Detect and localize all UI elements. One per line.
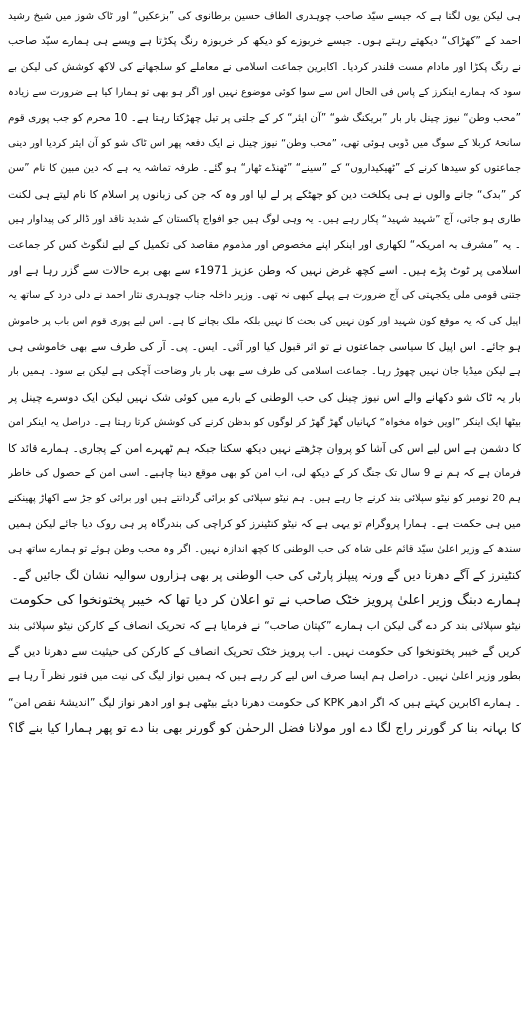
text-line: ہم 20 نومبر کو نیٹو سپلائی بند کرنے جا رہے ہیں۔ ہم نیٹو سپلائی کو برائی گردانتے ہیں اور برائی کو جڑ سے اکھاڑ پھینکنے [8,493,521,505]
text-line: نیٹو سپلائی بند کر دے گی لیکن اب ہمارے ”کپتان صاحب“ نے فرمایا ہے کہ تحریک انصاف کے کارکن نیٹو سپلائی بند [8,619,521,633]
text-line: کا دشمن ہے اس لیے اس کی آشا کو پروان چڑھتے نہیں دیکھ سکتا جبکہ ہم ٹھہرے امن کے پجاری۔ ہمارے قائد کا [8,441,521,455]
text-line: طاری ہو جاتی، آج ”شہید شہید“ پکار رہے ہیں۔ یہ وہی لوگ ہیں جو افواج پاکستان کے شدید ناقد اور ڈالر کی پیداوار ہیں [8,214,521,226]
text-line: ہے لیکن میڈیا جان نہیں چھوڑ رہا۔ جماعت اسلامی کی طرف سے بھی بار بار وضاحت آچکی ہے لیکن بے سود۔ ہمیں بار [8,366,521,378]
text-line: سانحۂ کربلا کے سوگ میں ڈوبی ہوئی تھی، ”محب وطن“ نیوز چینل نے ایک دفعہ پھر اس ٹاک شو کو آن ایئر کردیا اور دینی [8,137,521,149]
text-line: ”محب وطن“ نیوز چینل بار بار ”بریکنگ شو“ ”آن ایئر“ کر کے جلتی پر تیل چھڑکتا رہتا ہے۔ 10 محرم کو جب پوری قوم [8,111,521,124]
text-line: جتنی قومی ملی یکجہتی کی آج ضرورت ہے پہلے کبھی نہ تھی۔ وزیر داخلہ جناب چوہدری نثار احمد نے دلی درد کے ساتھ یہ [8,290,521,302]
text-line: احمد کے ”کھڑاک“ دیکھتے رہتے ہوں۔ جیسے خربوزے کو دیکھ کر خربوزہ رنگ پکڑتا ہے ویسے ہی ہمارے سیّد صاحب [8,35,521,48]
text-line: ۔ یہ ”مشرف بہ امریکہ“ لکھاری اور اینکر اپنے مخصوص اور مذموم مقاصد کی تکمیل کے لیے لنگوٹ کس کر جماعت [8,238,521,251]
text-line: کریں گے خیبر پختونخوا کی حکومت نہیں۔ اب پرویز خٹک تحریک انصاف کے کارکن کی حیثیت سے دھرنا دیں گے [8,644,521,658]
text-line: ۔ ہمارے اکابرین کہتے ہیں کہ اگر ادھر KPK کی حکومت دھرنا دیئے بیٹھی ہو اور ادھر نواز لیگ ”اندیشۂ نقص امن“ [8,695,521,709]
text-line: میں ہی حکمت ہے۔ ہمارا پروگرام تو یہی ہے کہ نیٹو کنٹینرز کو کراچی کی بندرگاہ پر ہی روک دیا جائے لیکن ہمیں [8,517,521,530]
article-paragraph [8,4,521,588]
text-line: ہو جائے۔ اس اپیل کا سیاسی جماعتوں نے تو اثر قبول کیا اور آئی۔ ایس۔ پی۔ آر کی طرف سے بھی خاموشی ہی [8,340,521,354]
text-line: اپیل کی کہ یہ موقع کون شہید اور کون نہیں کی بحث کا نہیں بلکہ ملک بچانے کا ہے۔ اس لیے پوری قوم اس باب پر خاموش [8,315,521,327]
text-line: ہمارے دبنگ وزیر اعلیٰ پرویز خٹک صاحب نے تو اعلان کر دیا تھا کہ خیبر پختونخوا کی حکومت [9,592,521,608]
text-line: کر ”بدک“ جانے والوں نے ہی یکلخت دین کو جھٹکے پر لے لیا اور وہ کہ جن کی زبانوں پر اسلام کا نام لیتے ہی لکنت [8,187,521,201]
text-line: کا بہانہ بنا کر گورنر راج لگا دے اور مولانا فضل الرحمٰن کو گورنر بھی بنا دے تو پھر ہمارا کیا بنے گا؟ [8,719,521,735]
text-line: بطور وزیر اعلیٰ نہیں۔ دراصل ہم ایسا صرف اس لیے کر رہے ہیں کہ ہمیں نواز لیگ کی نیت میں فتور نظر آ رہا ہے [8,670,521,683]
text-line: جماعتوں کو سیدھا کرنے کے ”ٹھیکیداروں“ کے ”سینے“ ”ٹھنڈے ٹھار“ ہو گئے۔ طرفہ تماشہ یہ ہے کہ دین مبین کا نام ”سن [8,163,521,175]
article-paragraph [8,588,521,740]
text-line: نے رنگ پکڑا اور مادام مست قلندر کردیا۔ اکابرین جماعت اسلامی نے معاملے کو سلجھانے کی لاکھ کوشش کی لیکن بے [8,60,521,73]
text-line: اسلامی پر ٹوٹ پڑے ہیں۔ اسے کچھ غرض نہیں کہ وطن عزیز 1971ء سے بھی برے حالات سے گزر رہا ہے اور [8,263,521,277]
text-line: بار یہ ٹاک شو دکھانے والے اس نیوز چینل کی حب الوطنی کے بارے میں کوئی شک نہیں لیکن ایک دوسرے چینل پر [8,390,521,404]
text-line: بیٹھا ایک اینکر ”اویں خواہ مخواہ“ کہانیاں گھڑ گھڑ کر لوگوں کو بدظن کرنے کی کوشش کرتا رہتا ہے۔ دراصل یہ اینکر امن [8,417,521,429]
text-line: کنٹینرز کے آگے دھرنا دیں گے ورنہ پیپلز پارٹی کی حب الوطنی پر بھی ہزاروں سوالیہ نشان لگ جائیں گے۔ [11,567,521,582]
text-line: فرمان ہے کہ ہم نے 9 سال تک جنگ کر کے دیکھ لی، اب امن کو بھی موقع دینا چاہیے۔ اسی امن کے حصول کی خاطر [8,467,521,480]
text-line: سندھ کے وزیر اعلیٰ سیّد قائم علی شاہ کی حب الوطنی کا کچھ اندازہ نہیں۔ اگر وہ محب وطن ہوئے تو ہمارے ساتھ ہی [8,544,521,556]
text-line: ہی لیکن یوں لگتا ہے کہ جیسے سیّد صاحب چوہدری الطاف حسین برطانوی کی ”بزعکیں“ اور ٹاک شوز میں شیخ رشید [8,11,521,22]
text-line: سود کہ ہمارے اینکرز کے پاس فی الحال اس سے سوا کوئی موضوع نہیں اور اگر ہو بھی تو ہمارا کیا ہے ضرورت سے زیادہ [8,87,521,99]
